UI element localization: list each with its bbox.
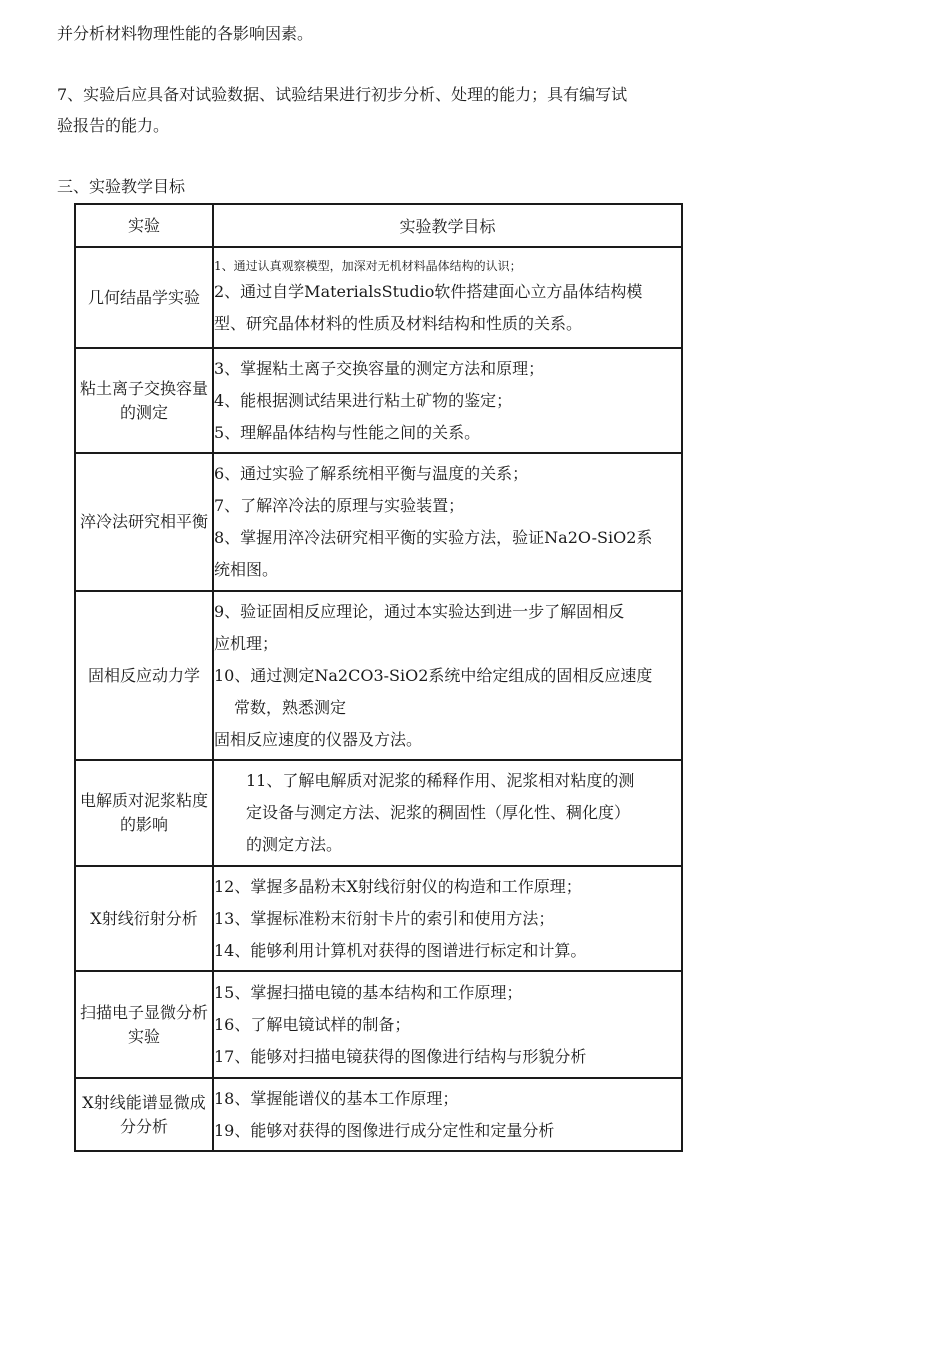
experiment-name: X射线能谱显微成分分析 xyxy=(75,1078,213,1151)
section-title: 三、实验教学目标 xyxy=(57,177,186,196)
header-experiment: 实验 xyxy=(75,204,213,247)
goal-cell xyxy=(213,348,682,453)
goal-line: 应机理； xyxy=(214,633,279,653)
goal-line: 2、通过自学MaterialsStudio软件搭建面心立方晶体结构模 xyxy=(214,281,643,301)
goal-line: 型、研究晶体材料的性质及材料结构和性质的关系。 xyxy=(214,313,583,333)
goal-line: 统相图。 xyxy=(214,560,279,579)
goal-line: 17、能够对扫描电镜获得的图像进行结构与形貌分析 xyxy=(214,1046,587,1066)
table-row xyxy=(75,760,682,866)
table-header-row xyxy=(75,204,682,247)
goal-cell xyxy=(213,760,682,866)
goal-line: 15、掌握扫描电镜的基本结构和工作原理； xyxy=(214,982,523,1002)
goal-line: 8、掌握用淬冷法研究相平衡的实验方法，验证Na2O-SiO2系 xyxy=(214,528,653,547)
paragraph-line-3: 验报告的能力。 xyxy=(57,116,170,135)
goal-line: 19、能够对获得的图像进行成分定性和定量分析 xyxy=(214,1120,555,1140)
goal-line: 9、验证固相反应理论，通过本实验达到进一步了解固相反 xyxy=(214,601,625,621)
goal-line: 11、了解电解质对泥浆的稀释作用、泥浆相对粘度的测 xyxy=(246,771,635,790)
goal-line: 3、掌握粘土离子交换容量的测定方法和原理； xyxy=(214,358,545,378)
goal-line: 常数，熟悉测定 xyxy=(234,697,347,717)
table-row xyxy=(75,971,682,1078)
experiment-name: 粘土离子交换容量的测定 xyxy=(75,348,213,453)
paragraph-line-1: 并分析材料物理性能的各影响因素。 xyxy=(57,24,314,43)
goal-line: 12、掌握多晶粉末X射线衍射仪的构造和工作原理； xyxy=(214,876,582,896)
experiment-name: X射线衍射分析 xyxy=(75,866,213,971)
experiment-name: 淬冷法研究相平衡 xyxy=(75,453,213,591)
experiment-name: 几何结晶学实验 xyxy=(75,247,213,348)
goal-line: 1、通过认真观察模型，加深对无机材料晶体结构的认识； xyxy=(214,258,522,273)
experiment-name: 扫描电子显微分析实验 xyxy=(75,971,213,1078)
table-row xyxy=(75,591,682,760)
goal-line: 14、能够利用计算机对获得的图谱进行标定和计算。 xyxy=(214,940,587,960)
header-goals: 实验教学目标 xyxy=(213,204,682,247)
table-row xyxy=(75,348,682,453)
goal-line: 16、了解电镜试样的制备； xyxy=(214,1014,411,1034)
goal-line: 18、掌握能谱仪的基本工作原理； xyxy=(214,1088,459,1108)
goal-cell xyxy=(213,247,682,348)
goal-cell xyxy=(213,591,682,760)
experiment-name: 固相反应动力学 xyxy=(75,591,213,760)
goal-cell xyxy=(213,453,682,591)
goal-cell xyxy=(213,866,682,971)
experiment-name: 电解质对泥浆粘度的影响 xyxy=(75,760,213,866)
goal-line: 13、掌握标准粉末衍射卡片的索引和使用方法； xyxy=(214,908,555,928)
goal-line: 4、能根据测试结果进行粘土矿物的鉴定； xyxy=(214,390,513,410)
goal-cell xyxy=(213,1078,682,1151)
goal-line: 10、通过测定Na2CO3-SiO2系统中给定组成的固相反应速度 xyxy=(214,665,653,685)
table-row xyxy=(75,866,682,971)
goal-line: 定设备与测定方法、泥浆的稠固性（厚化性、稠化度） xyxy=(246,803,631,822)
paragraph-line-2: 7、实验后应具备对试验数据、试验结果进行初步分析、处理的能力；具有编写试 xyxy=(57,85,628,104)
table-row xyxy=(75,453,682,591)
teaching-goals-table xyxy=(74,203,683,1152)
table-row xyxy=(75,247,682,348)
goal-cell xyxy=(213,971,682,1078)
table-row xyxy=(75,1078,682,1151)
goal-line: 7、了解淬冷法的原理与实验装置； xyxy=(214,496,465,515)
goal-line: 6、通过实验了解系统相平衡与温度的关系； xyxy=(214,464,529,483)
goal-line: 的测定方法。 xyxy=(246,835,343,854)
goal-line: 5、理解晶体结构与性能之间的关系。 xyxy=(214,422,481,442)
goal-line: 固相反应速度的仪器及方法。 xyxy=(214,729,423,749)
